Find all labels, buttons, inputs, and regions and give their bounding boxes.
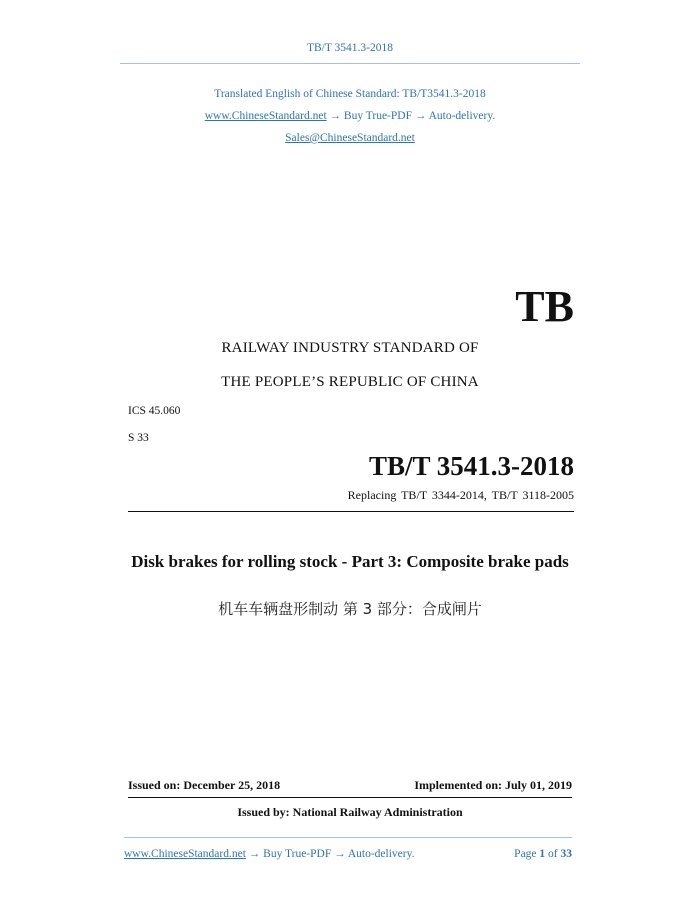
ics-code: ICS 45.060	[128, 405, 181, 417]
page-indicator	[514, 848, 572, 860]
issue-divider	[128, 797, 572, 798]
footer-site-link[interactable]: www.ChineseStandard.net	[124, 848, 246, 860]
email-link[interactable]: Sales@ChineseStandard.net	[285, 132, 415, 144]
ccs-code: S 33	[128, 432, 149, 444]
site-link[interactable]: www.ChineseStandard.net	[204, 110, 327, 122]
issuing-org-line-2: THE PEOPLE’S REPUBLIC OF CHINA	[221, 374, 479, 390]
header-divider	[120, 63, 580, 64]
promo-email-line	[0, 132, 700, 144]
page-of: of	[545, 848, 561, 860]
footer-purchase-line	[124, 848, 414, 860]
promo-purchase-text: → Buy True-PDF → Auto-delivery.	[326, 110, 496, 122]
page-current: 1	[539, 848, 546, 860]
implemented-on-date: Implemented on: July 01, 2019	[414, 778, 572, 792]
issued-by: Issued by: National Railway Administration	[237, 805, 463, 819]
document-title-chinese: 机车车辆盘形制动 第 3 部分：合成闸片	[218, 600, 482, 618]
standard-mark: TB	[515, 282, 574, 331]
issuing-org-line-1: RAILWAY INDUSTRY STANDARD OF	[221, 340, 479, 356]
document-title-english: Disk brakes for rolling stock - Part 3: Composite brake pads	[131, 552, 569, 571]
footer-divider	[124, 837, 572, 838]
page-word: Page	[514, 848, 540, 860]
promo-purchase-line	[0, 110, 700, 122]
issued-on-date: Issued on: December 25, 2018	[128, 778, 281, 792]
running-header: TB/T 3541.3-2018	[306, 42, 394, 54]
promo-line: Translated English of Chinese Standard: TB/T3541.3-2018	[214, 88, 486, 100]
footer-purchase-text: → Buy True-PDF → Auto-delivery.	[245, 848, 415, 860]
standard-number: TB/T 3541.3-2018	[368, 451, 574, 481]
page-total: 33	[560, 848, 572, 860]
replacing-note: Replacing TB/T 3344-2014, TB/T 3118-2005	[347, 488, 574, 502]
title-divider	[128, 511, 574, 512]
